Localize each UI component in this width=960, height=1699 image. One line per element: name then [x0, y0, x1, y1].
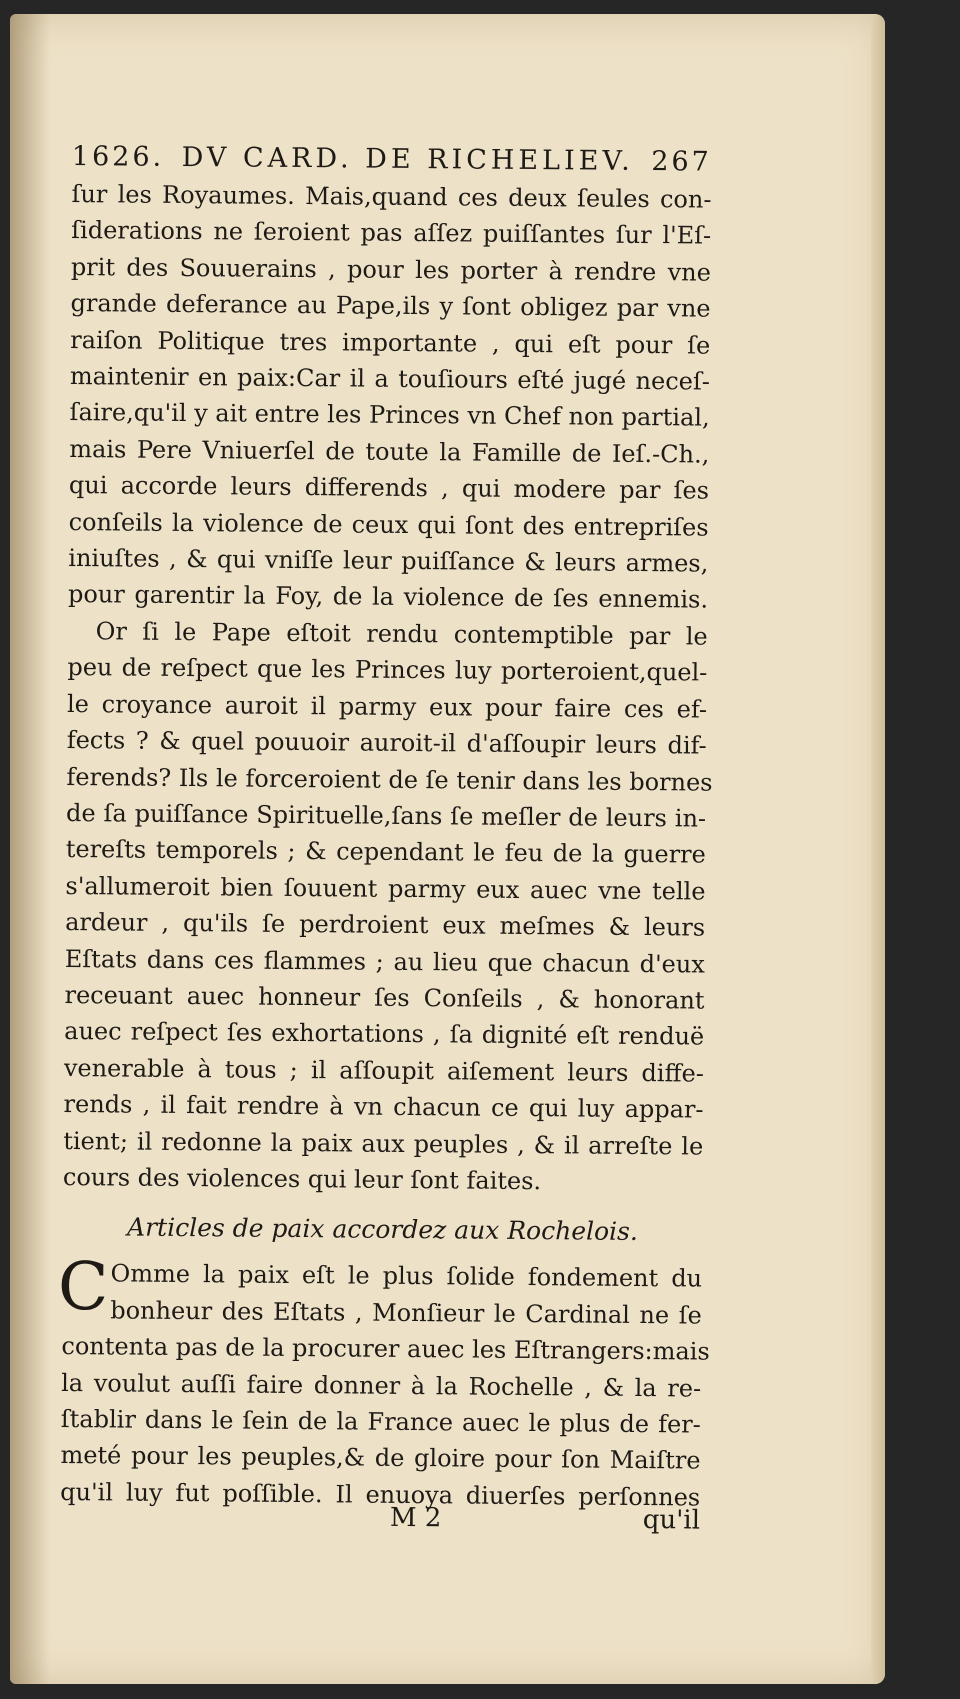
text-line: peu de reſpect que les Princes luy porteroient,quel-: [67, 653, 708, 687]
text-line: contenta pas de la procurer auec les Eſtrangers:mais: [61, 1332, 710, 1366]
text-line: Or ſi le Pape eſtoit rendu contemptible par le: [95, 617, 708, 651]
text-line: ſiderations ne ſeroient pas aſſez puiſſantes ſur l'Eſ-: [71, 216, 712, 250]
text-line: grande deferance au Pape,ils y ſont obligez par vne: [70, 289, 711, 323]
text-line: venerable à tous ; il aſſoupit aiſement leurs diffe-: [63, 1053, 705, 1088]
running-head-year: 1626.: [71, 140, 165, 173]
text-line: le croyance auroit il parmy eux pour faire ces ef-: [66, 689, 708, 724]
text-line: s'allumeroit bien ſouuent parmy eux auec vne telle: [65, 871, 706, 906]
catchword: qu'il: [642, 1505, 701, 1536]
text-line: pour garentir la Foy, de la violence de ſes ennemis.: [67, 580, 709, 615]
text-line: Eſtats dans ces flammes ; au lieu que chacun d'eux: [64, 944, 705, 979]
text-line: ſaire,qu'il y ait entre les Princes vn Chef non partial,: [69, 398, 710, 433]
text-line: raiſon Politique tres importante , qui eſt pour ſe: [70, 325, 711, 360]
running-head: [72, 140, 712, 180]
text-line: prit des Souuerains , pour les porter à rendre vne: [70, 252, 711, 287]
text-line: maintenir en paix:Car il a touſiours eſté jugé neceſ-: [69, 362, 711, 396]
text-line: meté pour les peuples,& de gloire pour ſon Maiſtre: [60, 1441, 701, 1475]
paragraph-3: [57, 1248, 710, 1515]
text-line: fects ? & quel pouuoir auroit-il d'aſſoupir leurs dif-: [66, 726, 707, 760]
text-line: ſur les Royaumes. Mais,quand ces deux ſeules con-: [71, 179, 712, 214]
text-line: Omme la paix eſt le plus ſolide fondement du: [110, 1259, 703, 1293]
text-line: de ſa puiſſance Spirituelle,ſans ſe meſler de leurs in-: [66, 798, 707, 833]
text-line: conſeils la violence de ceux qui ſont des entrepriſes: [68, 507, 709, 542]
page-number: 267: [651, 146, 712, 178]
text-line: mais Pere Vniuerſel de toute la Famille de Ieſ.-Ch.,: [69, 434, 710, 469]
text-line: tient; il redonne la paix aux peuples , & il arreſte le: [63, 1126, 704, 1161]
running-head-title: DV CARD. DE RICHELIEV.: [181, 141, 634, 177]
page-text-block: [57, 140, 713, 1536]
text-line: auec reſpect ſes exhortations , ſa dignité eſt renduë: [64, 1017, 705, 1051]
paragraph-2: [62, 613, 713, 1201]
text-line: qu'il luy fut poſſible. Il enuoya diuerſes perſonnes: [60, 1477, 701, 1512]
text-line: ferends? Ils le forceroient de ſe tenir dans les bornes: [66, 762, 713, 797]
signature-mark: M 2: [389, 1502, 442, 1534]
text-line: bonheur des Eſtats , Monſieur le Cardinal ne ſe: [110, 1296, 702, 1330]
text-line: tereſts temporels ; & cependant le feu de la guerre: [65, 835, 706, 869]
text-line: cours des violences qui leur ſont faites.: [62, 1162, 542, 1196]
text-line: ardeur , qu'ils ſe perdroient eux meſmes & leurs: [65, 908, 706, 942]
text-line: receuant auec honneur ſes Conſeils , & honorant: [64, 980, 705, 1015]
page-sheet: [10, 14, 885, 1684]
section-heading: Articles de paix accordez aux Rochelois.: [126, 1212, 639, 1247]
text-line: rends , il fait rendre à vn chacun ce qui luy appar-: [63, 1090, 704, 1124]
text-line: qui accorde leurs differends , qui modere par ſes: [68, 471, 710, 505]
paragraph-1: [68, 176, 712, 618]
drop-cap: C: [57, 1248, 109, 1326]
page-binding-shadow: [10, 14, 50, 1684]
text-line: iniuſtes , & qui vniſſe leur puiſſance & leurs armes,: [68, 544, 709, 578]
page-edge-right: [871, 14, 885, 1684]
text-line: ſtablir dans le ſein de la France auec le plus de fer-: [60, 1404, 701, 1439]
text-line: la voulut auſſi faire donner à la Rochelle , & la re-: [61, 1368, 702, 1403]
